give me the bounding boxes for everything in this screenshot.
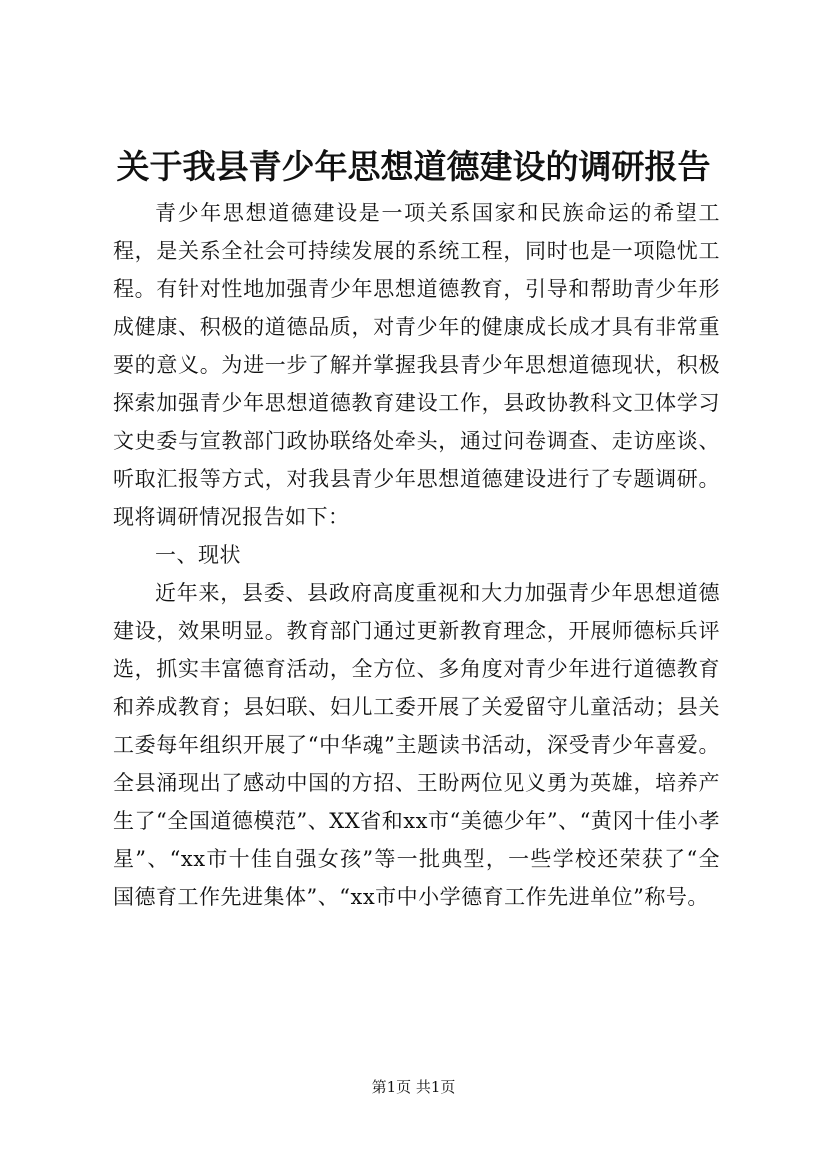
document-body [113, 194, 720, 916]
intro-paragraph: 青少年思想道德建设是一项关系国家和民族命运的希望工程，是关系全社会可持续发展的系统工程，同时也是一项隐忧工程。有针对性地加强青少年思想道德教育，引导和帮助青少年形成健康、积极的道德品质，对青少年的健康成长成才具有非常重要的意义。为进一步了解并掌握我县青少年思想道德现状，积极探索加强青少年思想道德教育建设工作，县政协教科文卫体学习文史委与宣教部门政协联络处牵头，通过问卷调查、走访座谈、听取汇报等方式，对我县青少年思想道德建设进行了专题调研。现将调研情况报告如下： [113, 201, 720, 529]
page-footer: 第1页 共1页 [371, 1078, 456, 1096]
section-paragraph: 近年来，县委、县政府高度重视和大力加强青少年思想道德建设，效果明显。教育部门通过更新教育理念，开展师德标兵评选，抓实丰富德育活动，全方位、多角度对青少年进行道德教育和养成教育；县妇联、妇儿工委开展了关爱留守儿童活动；县关工委每年组织开展了“中华魂”主题读书活动，深受青少年喜爱。全县涌现出了感动中国的方招、王盼两位见义勇为英雄，培养产生了“全国道德模范”、XX省和xx市“美德少年”、“黄冈十佳小孝星”、“xx市十佳自强女孩”等一批典型，一些学校还荣获了“全国德育工作先进集体”、“xx市中小学德育工作先进单位”称号。 [113, 581, 720, 909]
section-heading: 一、现状 [155, 543, 241, 567]
document-title: 关于我县青少年思想道德建设的调研报告 [116, 147, 711, 186]
